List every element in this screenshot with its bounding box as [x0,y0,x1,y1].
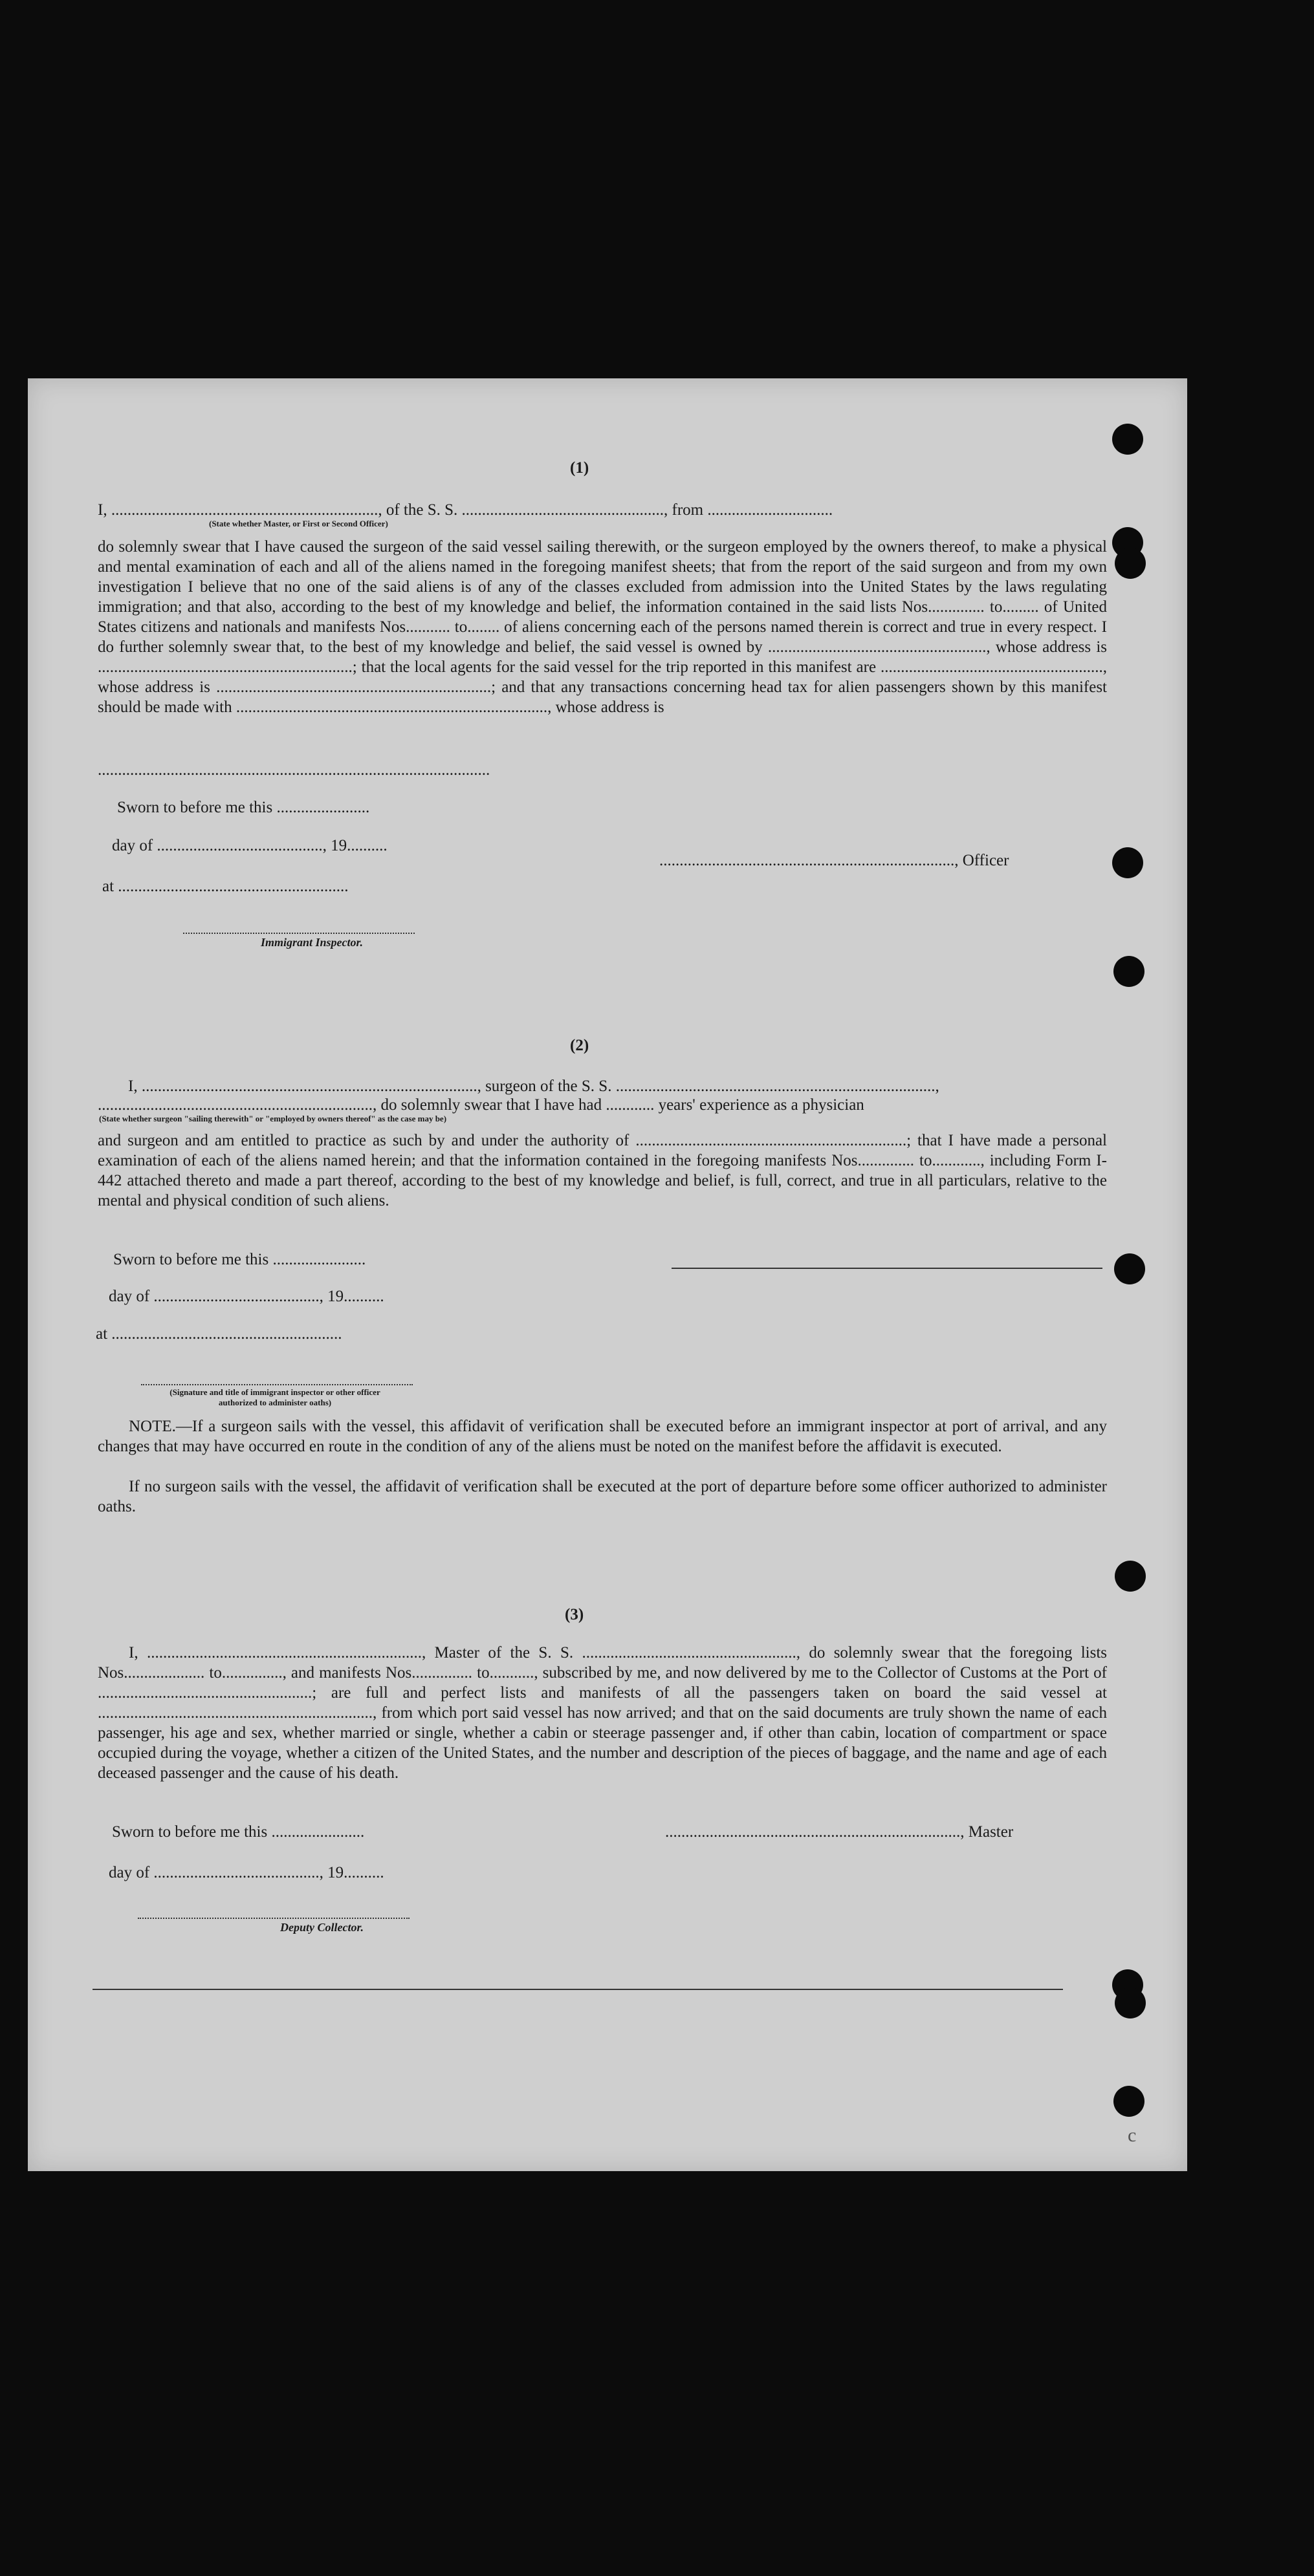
inspector-signature-line [141,1384,413,1385]
inspector-signature-line [183,933,415,934]
document-page [28,378,1187,2171]
section-2-body: and surgeon and am entitled to practice as such by and under the authority of ...................................................................; that I have made a personal examination of each of the aliens named herein; and that the information contained in the foregoing manifests Nos.............. to............, including Form I-442 attached thereto and made a part thereof, according to the best of my knowledge and belief, is full, correct, and true in all particulars, relative to the mental and physical condition of such aliens. [98,1132,1107,1209]
section-3-collector-label: Deputy Collector. [280,1921,364,1934]
section-1-number: (1) [570,459,589,477]
punch-hole [1112,424,1143,455]
punch-hole [1112,847,1143,878]
collector-signature-line [138,1918,410,1919]
pencil-mark: c [1128,2125,1137,2146]
section-3-day: day of ........................................., 19.......... [109,1864,384,1881]
punch-hole [1115,1561,1146,1592]
section-2-note-2: If no surgeon sails with the vessel, the affidavit of verification shall be executed at the port of departure before some officer authorized to administer oaths. [98,1478,1107,1515]
section-1-oath-line: I, .................................................................., of the S. S. .................................................., from ............................... [98,501,833,519]
section-3-master: ........................................................................., Master [665,1823,1014,1841]
section-2-at: at ......................................................... [96,1325,342,1343]
section-2-line2: ...................................................................., do solemnly swear that I have had ............ years' experience as a physician [98,1096,864,1114]
surgeon-signature-line [672,1268,1102,1269]
punch-hole [1115,1987,1146,2019]
bleed-through-text [144,443,150,460]
section-1-sworn: Sworn to before me this ....................... [117,799,370,816]
section-1-inspector-label: Immigrant Inspector. [261,936,364,949]
section-2-number: (2) [570,1037,589,1054]
punch-hole [1113,2086,1144,2117]
section-3-body: I, ...................................................................., Master of the S. S. ....................................................., do solemnly swear that the foregoing lists Nos.................... to..............., and manifests Nos............... to..........., subscribed by me, and now delivered by me to the Collector of Customs at the Port of .....................................................; are full and perfect lists and manifests of all the passengers taken on board the said vessel at ...................................................................., from which port said vessel has now arrived; and that on the said documents are truly shown the name of each passenger, his age and sex, whether married or single, whether a cabin or steerage passenger and, if other than cabin, location of compartment or space occupied during the voyage, whether a citizen of the United States, and the number and description of the pieces of baggage, and the name and age of each deceased passenger and the cause of his death. [98,1644,1107,1782]
section-1-end-line: ................................................................................................. [98,761,490,779]
section-2-sig-caption: (Signature and title of immigrant inspector or other officer authorized to administer oaths) [170,1387,380,1407]
section-1-caption: (State whether Master, or First or Second Officer) [209,519,388,528]
section-2-sworn: Sworn to before me this ....................... [113,1251,366,1268]
section-2-note: NOTE.—If a surgeon sails with the vessel, this affidavit of verification shall be executed before an immigrant inspector at port of arrival, and any changes that may have occurred en route in the condition of any of the aliens must be noted on the manifest before the affidavit is executed. [98,1418,1107,1455]
punch-hole [1113,956,1144,987]
section-2-line1: I, ..................................................................................., surgeon of the S. S. ..............................................................................., [128,1077,939,1095]
section-1-day: day of ........................................., 19.......... [112,837,388,854]
section-1-at: at ......................................................... [102,878,349,895]
punch-hole [1115,548,1146,579]
section-2-caption: (State whether surgeon "sailing therewith" or "employed by owners thereof" as the case may be) [99,1114,447,1123]
bottom-rule [93,1989,1063,1990]
section-2-day: day of ........................................., 19.......... [109,1288,384,1305]
punch-hole [1114,1253,1145,1284]
section-1-officer: ........................................................................., Officer [659,852,1009,869]
section-3-number: (3) [565,1606,584,1623]
section-1-body: do solemnly swear that I have caused the surgeon of the said vessel sailing therewith, or the surgeon employed by the owners thereof, to make a physical and mental examination of each and all of the aliens named in the foregoing manifest sheets; that from the report of the said surgeon and from my own investigation I believe that no one of the said aliens is of any of the classes excluded from admission into the United States by the laws regulating immigration; and that also, according to the best of my knowledge and belief, the information contained in the said lists Nos.............. to......... of United States citizens and nationals and manifests Nos........... to........ of aliens concerning each of the persons named therein is correct and true in every respect. I do further solemnly swear that, to the best of my knowledge and belief, the said vessel is owned by ......................................................, whose address is ...............................................................; that the local agents for the said vessel for the trip reported in this manifest are ......................................................., whose address is ....................................................................; and that any transactions concerning head tax for alien passengers shown by this manifest should be made with ............................................................................., whose address is [98,538,1107,716]
section-3-sworn: Sworn to before me this ....................... [112,1823,365,1841]
